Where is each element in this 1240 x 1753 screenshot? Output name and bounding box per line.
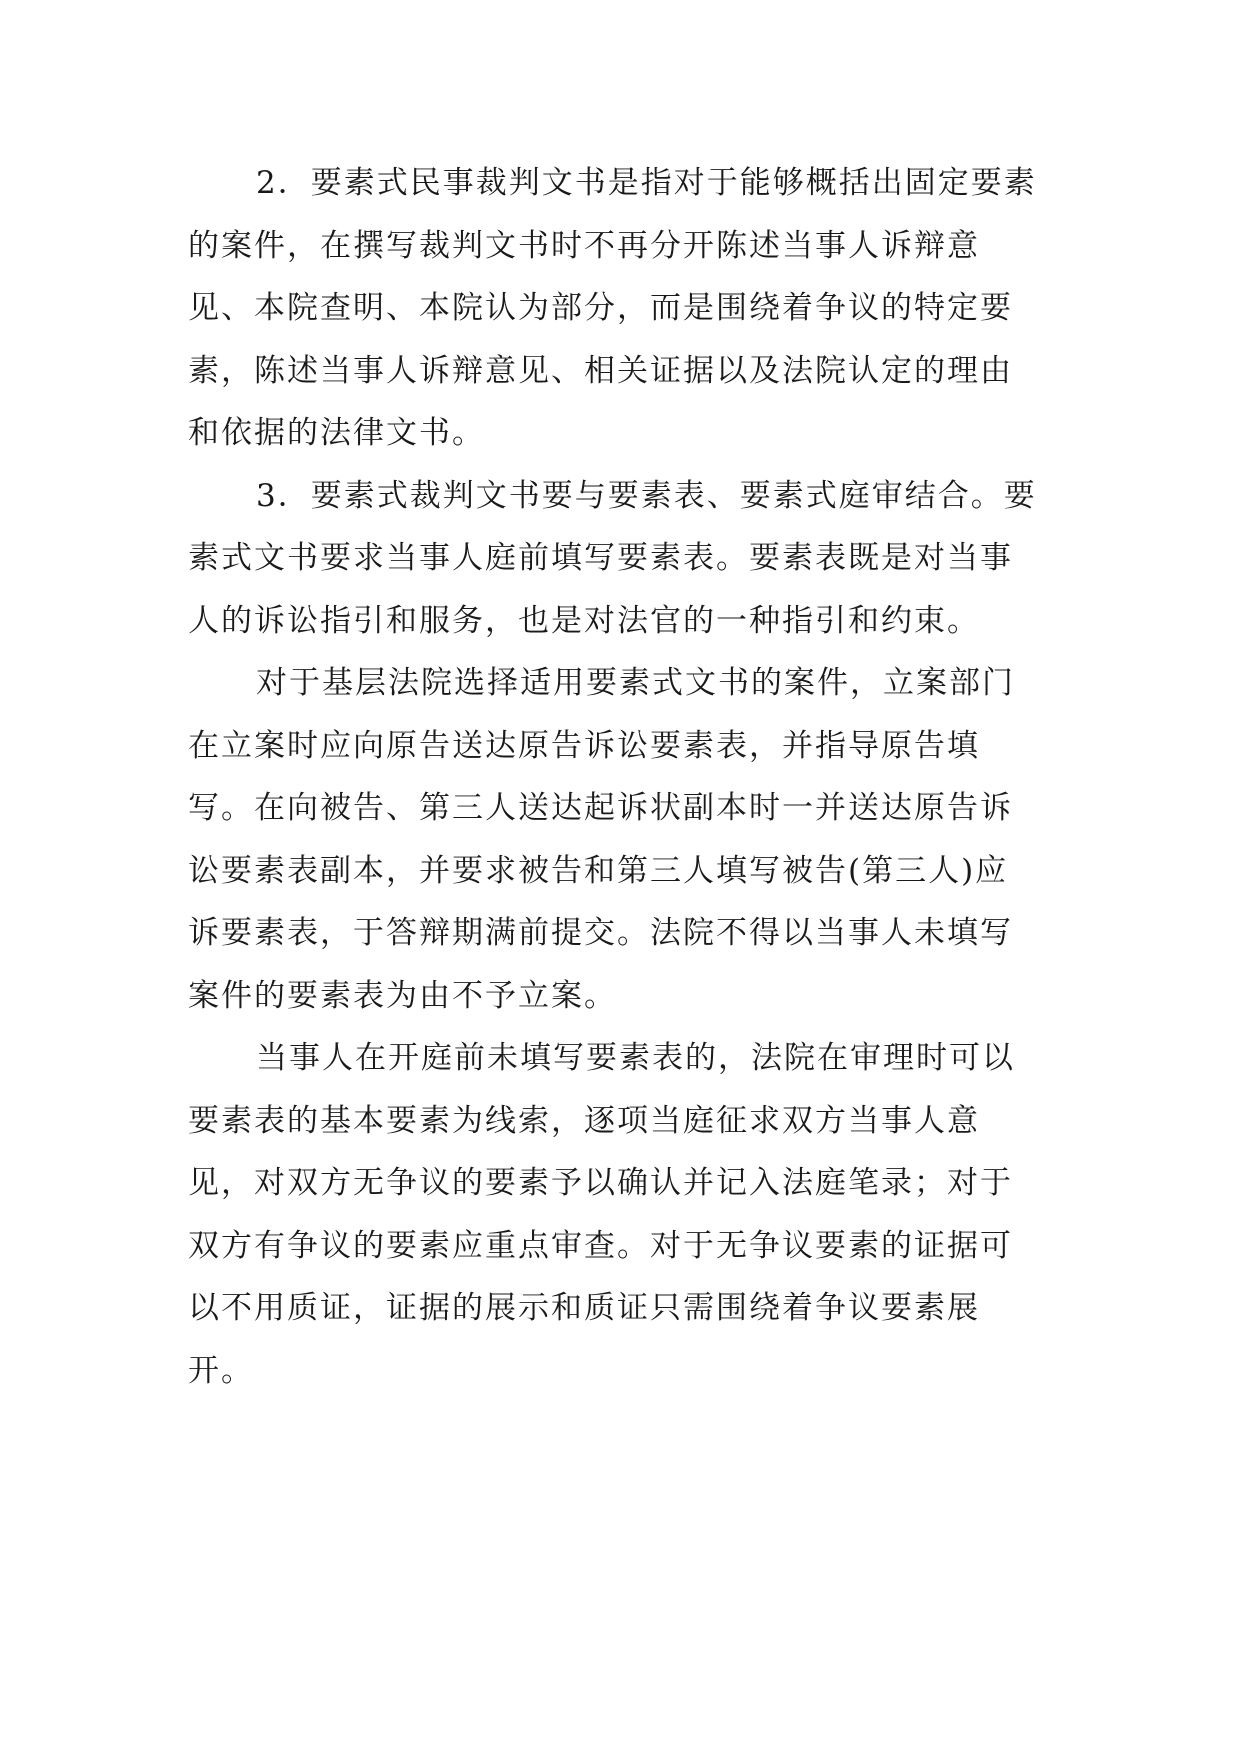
- paragraph-trial-procedure: [188, 1027, 1068, 1402]
- text-line: 双方有争议的要素应重点审查。对于无争议要素的证据可: [188, 1227, 1013, 1264]
- text-line: 当事人在开庭前未填写要素表的，法院在审理时可以: [256, 1040, 1015, 1076]
- text-line: 诉要素表，于答辩期满前提交。法院不得以当事人未填写: [188, 915, 1013, 951]
- text-line: 对于基层法院选择适用要素式文书的案件，立案部门: [256, 665, 1015, 701]
- text-line: 人的诉讼指引和服务，也是对法官的一种指引和约束。: [188, 602, 980, 639]
- text-line: 讼要素表副本，并要求被告和第三人填写被告(第三人)应: [188, 852, 1009, 889]
- text-line: 要素表的基本要素为线索，逐项当庭征求双方当事人意: [188, 1102, 980, 1139]
- text-line: 和依据的法律文书。: [188, 415, 485, 451]
- text-line: 素，陈述当事人诉辩意见、相关证据以及法院认定的理由: [188, 352, 1013, 389]
- text-line: 的案件，在撰写裁判文书时不再分开陈述当事人诉辩意: [188, 227, 980, 264]
- text-line: 案件的要素表为由不予立案。: [188, 977, 617, 1014]
- text-line: 见，对双方无争议的要素予以确认并记入法庭笔录；对于: [188, 1165, 1013, 1201]
- text-line: 在立案时应向原告送达原告诉讼要素表，并指导原告填: [188, 727, 980, 764]
- document-body: [188, 152, 1068, 1402]
- text-line: 2．要素式民事裁判文书是指对于能够概括出固定要素: [256, 165, 1037, 201]
- text-line: 以不用质证，证据的展示和质证只需围绕着争议要素展: [188, 1290, 980, 1326]
- text-line: 见、本院查明、本院认为部分，而是围绕着争议的特定要: [188, 290, 1013, 326]
- text-line: 3．要素式裁判文书要与要素表、要素式庭审结合。要: [256, 477, 1037, 514]
- text-line: 开。: [188, 1352, 254, 1389]
- paragraph-item-2: [188, 152, 1068, 465]
- paragraph-filing-procedure: [188, 652, 1068, 1027]
- paragraph-item-3: [188, 465, 1068, 653]
- text-line: 写。在向被告、第三人送达起诉状副本时一并送达原告诉: [188, 790, 1013, 826]
- text-line: 素式文书要求当事人庭前填写要素表。要素表既是对当事: [188, 540, 1013, 576]
